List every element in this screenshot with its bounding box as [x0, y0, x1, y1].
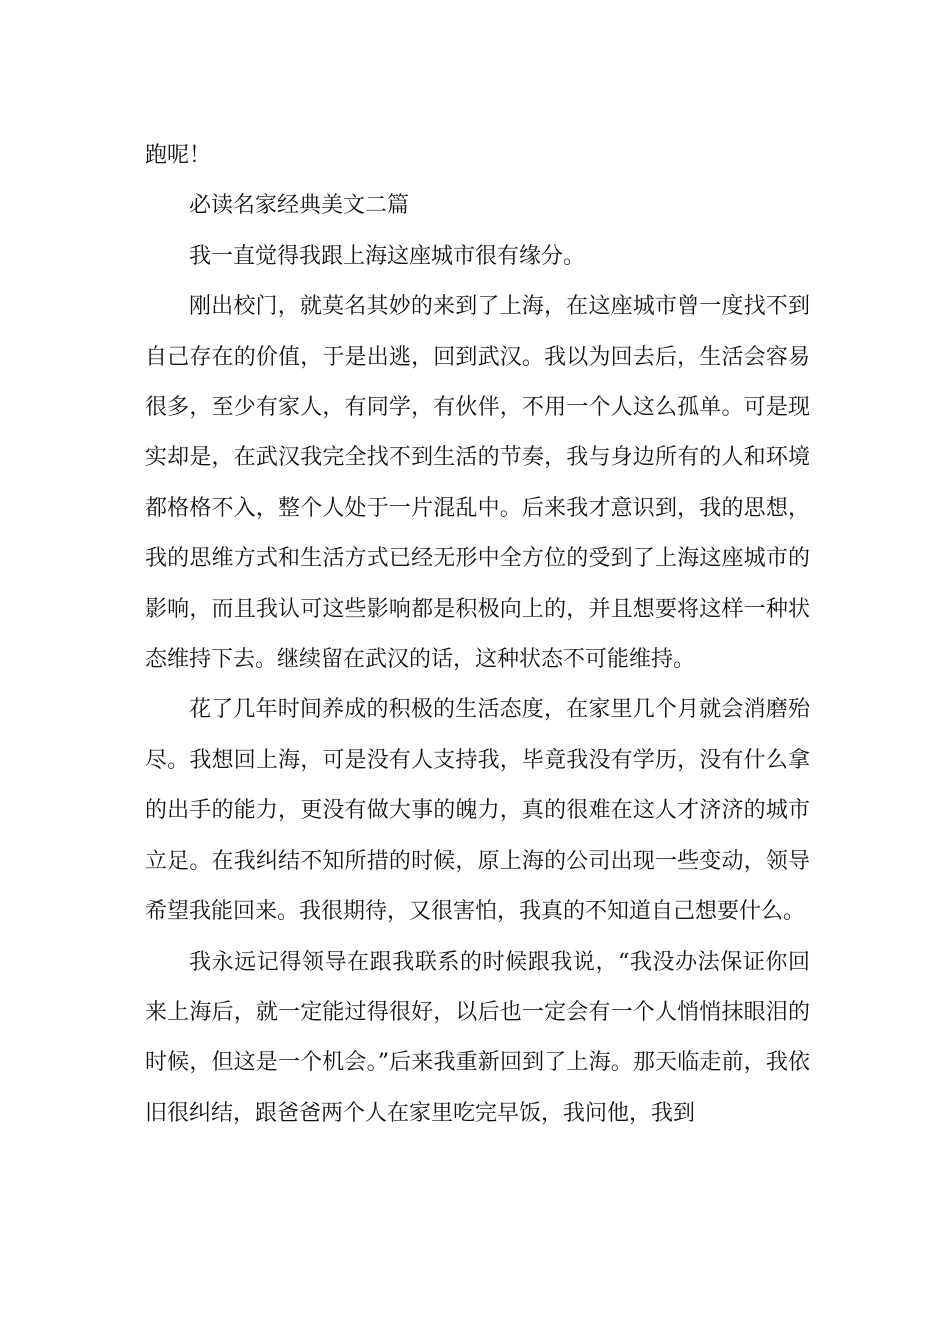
paragraph-3: 我一直觉得我跟上海这座城市很有缘分。	[189, 243, 586, 269]
paragraph-5: 花了几年时间养成的积极的生活态度，在家里几个月就会消磨殆尽。我想回上海，可是没有人支持我，毕竟我没有学历，没有什么拿的出手的能力，更没有做大事的魄力，真的很难在这人才济济的城市立足。在我纠结不知所措的时候，原上海的公司出现一些变动，领导希望我能回来。我很期待，又很害怕，我真的不知道自己想要什么。	[145, 697, 810, 925]
paragraph-6: 我永远记得领导在跟我联系的时候跟我说，“我没办法保证你回来上海后，就一定能过得很好，以后也一定会有一个人悄悄抹眼泪的时候，但这是一个机会。”后来我重新回到了上海。那天临走前，我依旧很纠结，跟爸爸两个人在家里吃完早饭，我问他，我到	[145, 949, 810, 1126]
paragraph-2-title: 必读名家经典美文二篇	[189, 193, 410, 219]
paragraph-4: 刚出校门，就莫名其妙的来到了上海，在这座城市曾一度找不到自己存在的价值，于是出逃，回到武汉。我以为回去后，生活会容易很多，至少有家人，有同学，有伙伴，不用一个人这么孤单。可是现实却是，在武汉我完全找不到生活的节奏，我与身边所有的人和环境都格格不入，整个人处于一片混乱中。后来我才意识到，我的思想，我的思维方式和生活方式已经无形中全方位的受到了上海这座城市的影响，而且我认可这些影响都是积极向上的，并且想要将这样一种状态维持下去。继续留在武汉的话，这种状态不可能维持。	[145, 294, 810, 673]
paragraph-1: 跑呢！	[145, 143, 212, 168]
document-body	[145, 131, 810, 1139]
